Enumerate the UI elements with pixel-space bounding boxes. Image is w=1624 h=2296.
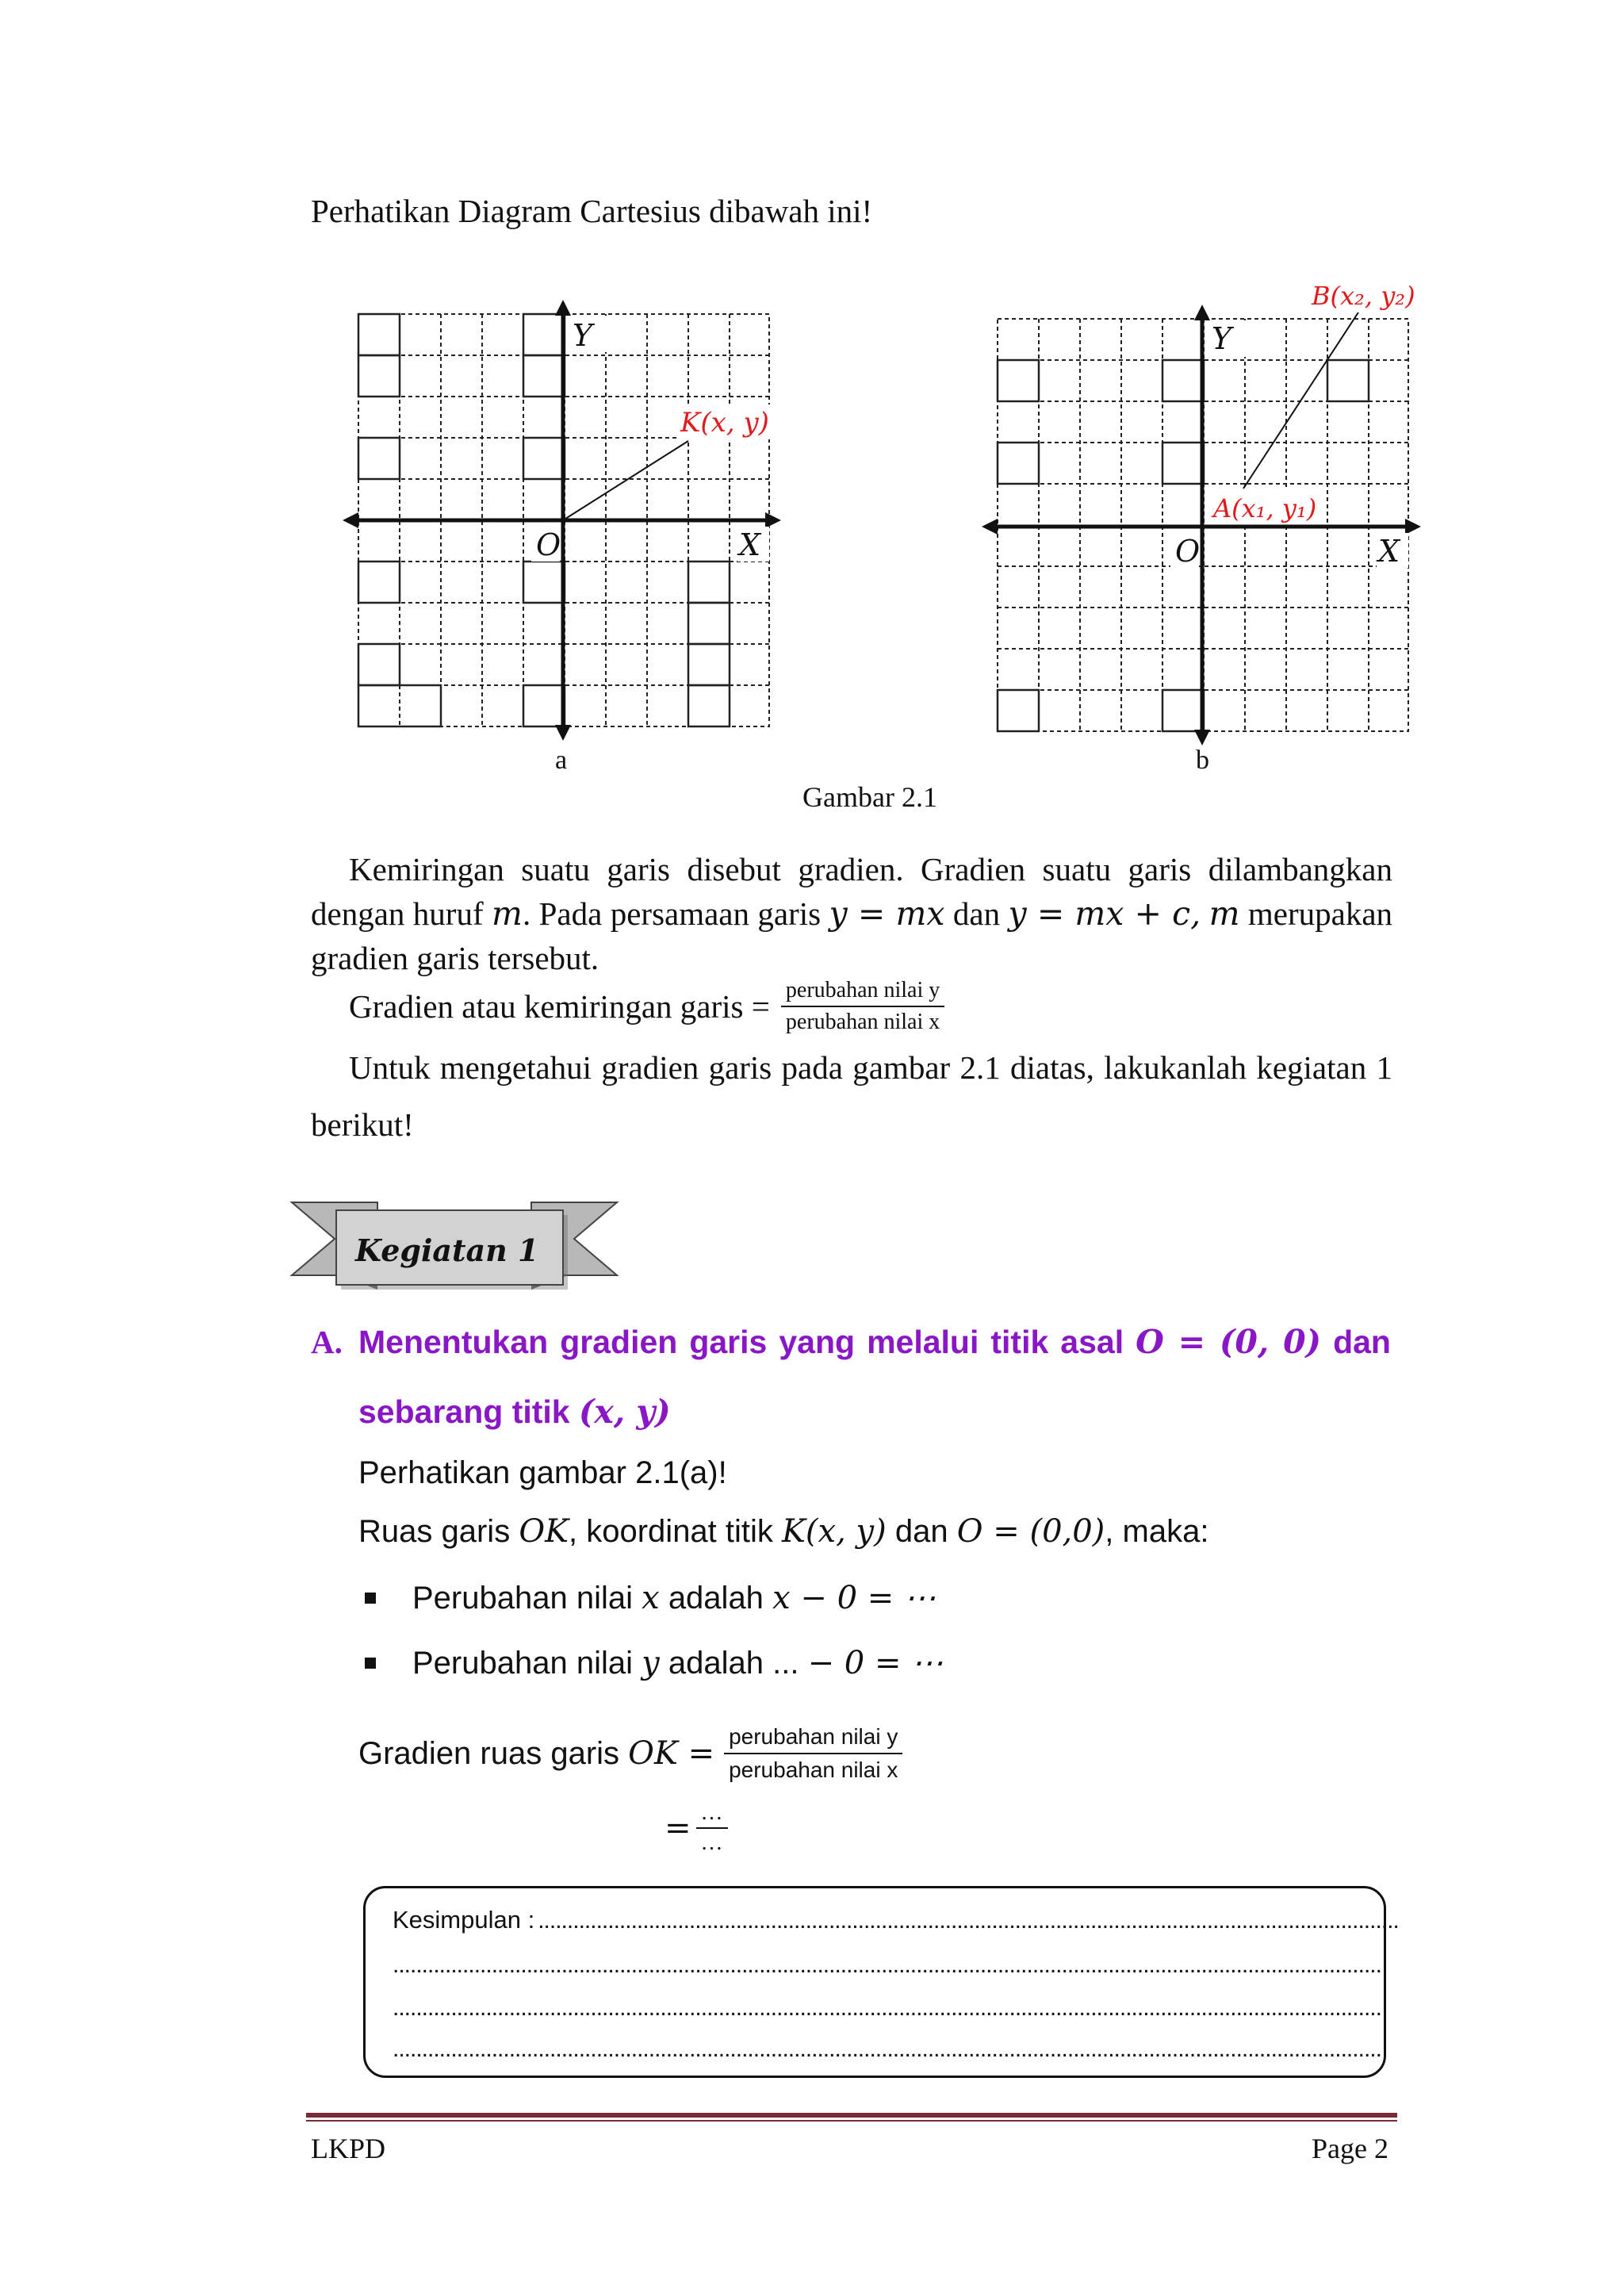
para2-line2: berikut! [311,1106,414,1143]
x-axis-right-arrow-icon [765,512,781,528]
kegiatan-banner [289,1188,622,1304]
point-a-label: A(x₁, y₁) [1213,493,1317,523]
cartesian-diagram-b [977,278,1453,750]
result-numerator[interactable]: … [696,1800,728,1829]
x-axis-label-b: X [1378,534,1400,569]
intro-text: Perhatikan Diagram Cartesius dibawah ini! [311,193,873,229]
kesimpulan-dots-2[interactable]: .......................................................................................................................................................................... [393,1952,1381,1978]
banner-title: Kegiatan 1 [355,1232,539,1268]
x-axis-label-a: X [739,527,761,562]
kesimpulan-dots-1[interactable]: .................................................................................................................................................... [538,1907,1399,1934]
y-axis-up-arrow-icon [555,300,571,316]
origin-label-a: O [536,527,561,562]
y-axis-label-b: Y [1212,321,1232,356]
cartesian-diagram-a [333,293,793,746]
kesimpulan-label: Kesimpulan : [393,1906,535,1934]
para1-line2: dengan huruf m. Pada persamaan garis y = mx dan y = mx + c, m merupakan [311,895,1393,933]
result-denominator[interactable]: … [700,1830,723,1855]
instruction-text: Perhatikan gambar 2.1(a)! [358,1455,727,1490]
footer-left: LKPD [311,2133,386,2164]
bullet-square-icon [365,1658,376,1669]
kesimpulan-box[interactable] [363,1886,1399,2078]
point-b-label: B(x₂, y₂) [1312,281,1415,311]
y-axis-down-arrow-icon [1194,730,1210,746]
segment-ab [1243,301,1365,489]
gradien-result: = $\frac{\dots}{\dots}$ [665,1800,728,1856]
figure-a-sublabel: a [555,746,568,775]
x-axis-left-arrow-icon [982,519,998,535]
para1-line1: Kemiringan suatu garis disebut gradien. Gradien suatu garis dilambangkan [349,851,1392,887]
y-axis-label-a: Y [573,318,593,353]
gradien-denominator: perubahan nilai x [729,1757,898,1782]
figure-caption: Gambar 2.1 [802,781,937,813]
para2-line1: Untuk mengetahui gradien garis pada gambar 2.1 diatas, lakukanlah kegiatan 1 [349,1049,1392,1086]
origin-label-b: O [1175,534,1201,569]
bullet-item-x: Perubahan nilai x adalah x − 0 = ⋯ [365,1577,936,1619]
ruas-garis-text: Ruas garis OK, koordinat titik K(x, y) dan O = (0,0), maka: [358,1513,1209,1550]
footer-rule-bottom [306,2120,1397,2122]
bullet-square-icon [365,1593,376,1604]
bullet-item-y: Perubahan nilai y adalah ... − 0 = ⋯ [365,1642,943,1685]
para1-line3: gradien garis tersebut. [311,940,599,976]
x-axis-left-arrow-icon [343,512,358,528]
gradien-numerator: perubahan nilai y [724,1723,902,1754]
kesimpulan-dots-4[interactable]: .......................................................................................................................................................................... [393,2036,1381,2062]
formula-numerator: perubahan nilai y [781,977,944,1007]
y-axis-up-arrow-icon [1194,305,1210,320]
kesimpulan-dots-3[interactable]: .......................................................................................................................................................................... [393,1995,1381,2021]
section-a-title-line1: A. Menentukan gradien garis yang melalui titik asal O = (0, 0) dan [311,1323,1391,1361]
point-k-label: K(x, y) [680,407,769,439]
formula-denominator: perubahan nilai x [785,1010,940,1034]
axes-a [350,308,773,731]
y-axis-down-arrow-icon [555,725,571,741]
gradient-formula: Gradien atau kemiringan garis = $\frac{\text{perubahan nilai y}}{\text{perubahan nilai x}}$ [349,977,944,1036]
section-a-title-line2: sebarang titik (x, y) [358,1393,671,1431]
segment-ok [563,441,688,520]
figure-b-sublabel: b [1196,746,1209,775]
x-axis-right-arrow-icon [1405,519,1421,535]
axes-b [990,312,1413,736]
gradien-ok-formula: Gradien ruas garis OK = $\frac{\text{perubahan nilai y}}{\text{perubahan nilai x}}$ [358,1723,902,1784]
kesimpulan-line1 [393,1906,1399,1934]
footer-page-number: Page 2 [1312,2133,1388,2164]
footer-rule-top [306,2113,1397,2118]
